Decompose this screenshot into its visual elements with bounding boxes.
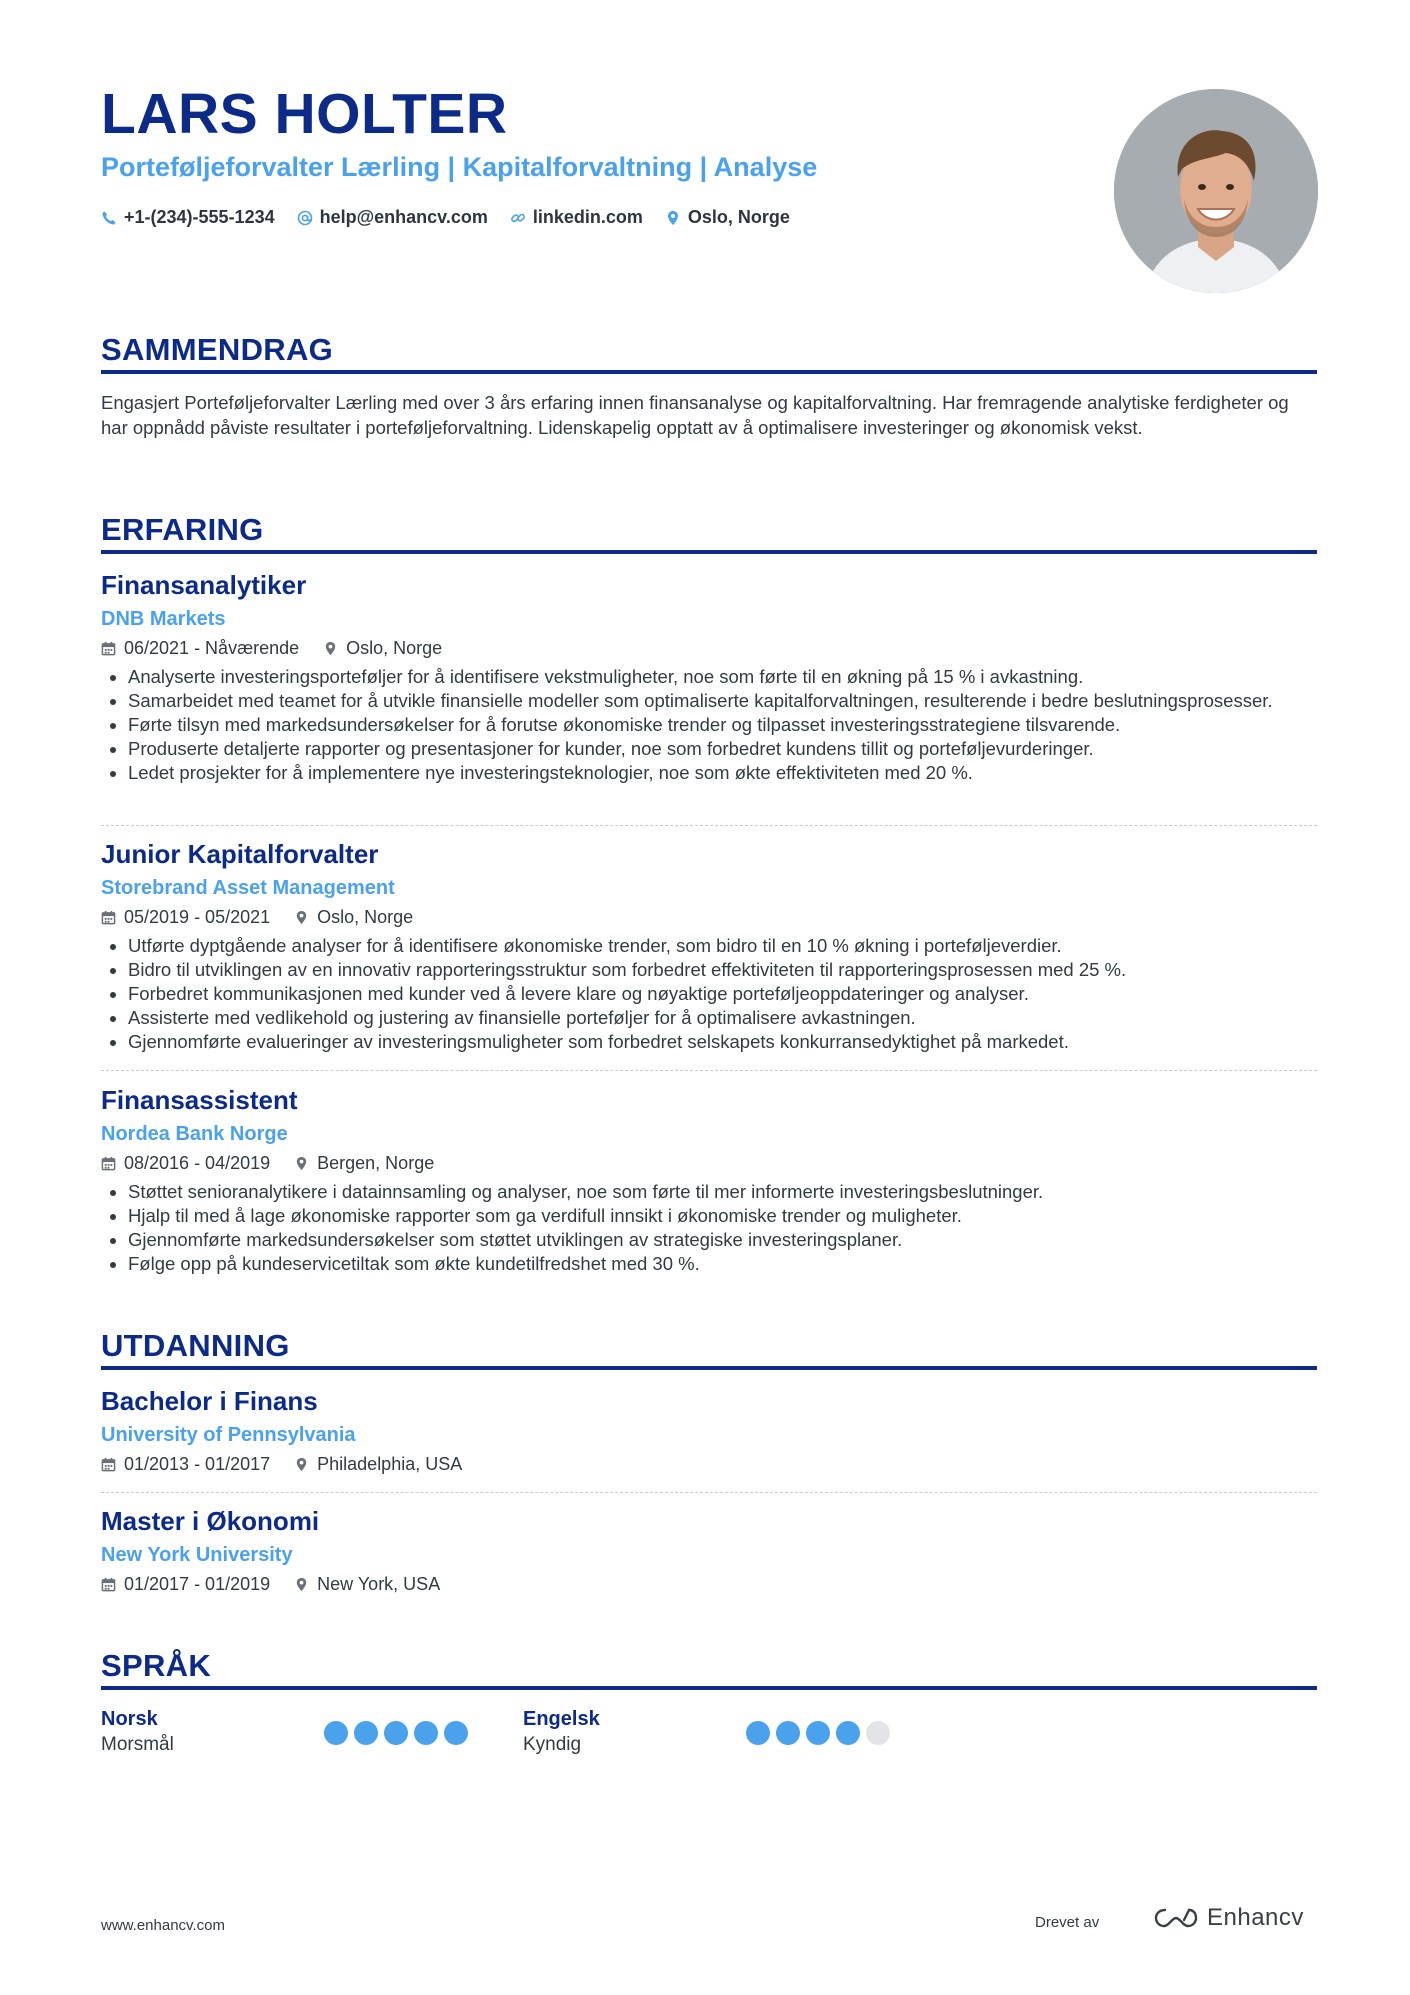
contact-phone-text: +1-(234)-555-1234: [124, 207, 275, 227]
experience-entry: [101, 572, 1317, 785]
education-dates: [101, 1575, 270, 1593]
candidate-subtitle: Porteføljeforvalter Lærling | Kapitalforvaltning | Analyse: [101, 152, 818, 182]
job-location-text: Oslo, Norge: [317, 907, 414, 927]
location-pin-icon: [294, 1457, 309, 1472]
footer-logo[interactable]: [1153, 1904, 1304, 1932]
bullet: • Bidro til utviklingen av en innovativ rapporteringsstruktur som forbedret effektiviteten til rapporteringsprosessen med 25 %.: [128, 958, 1317, 982]
at-icon: [297, 210, 313, 226]
bullet: • Ledet prosjekter for å implementere nye investeringsteknologier, noe som økte effektiviteten med 20 %.: [128, 761, 1317, 785]
language-level: Morsmål: [101, 1734, 174, 1755]
language-item: [523, 1709, 600, 1754]
entry-divider: [101, 825, 1317, 826]
bullet: • Assisterte med vedlikehold og justering av finansielle porteføljer for å optimalisere avkastningen.: [128, 1006, 1317, 1030]
location-pin-icon: [665, 210, 681, 226]
contact-email[interactable]: [297, 207, 488, 228]
job-dates-text: 05/2019 - 05/2021: [124, 907, 271, 927]
languages-title: SPRÅK: [101, 1648, 212, 1683]
job-location: [294, 908, 413, 926]
contact-linkedin-text: linkedin.com: [532, 207, 643, 227]
contact-location: [665, 207, 790, 228]
profile-photo: [1114, 89, 1318, 293]
calendar-icon: [101, 1156, 116, 1171]
rating-dot-filled: [746, 1721, 770, 1745]
bullet: • Gjennomførte evalueringer av investeringsmuligheter som forbedret selskapets konkurransedyktighet på markedet.: [128, 1030, 1317, 1054]
rating-dot-filled: [354, 1721, 378, 1745]
language-rating: [324, 1721, 468, 1745]
education-location-text: New York, USA: [317, 1574, 441, 1594]
rating-dot-filled: [444, 1721, 468, 1745]
footer-url[interactable]: www.enhancv.com: [101, 1917, 225, 1934]
job-meta: [101, 1154, 1317, 1172]
education-location: [294, 1575, 440, 1593]
phone-icon: [101, 210, 117, 226]
language-name: Norsk: [101, 1708, 158, 1730]
language-level: Kyndig: [523, 1734, 582, 1755]
bullet: • Analyserte investeringsporteføljer for å identifisere vekstmuligheter, noe som førte til en økning på 15 % i avkastning.: [128, 665, 1317, 689]
rating-dot-filled: [806, 1721, 830, 1745]
experience-entry: [101, 841, 1317, 1054]
company-name: DNB Markets: [101, 608, 226, 630]
rating-dot-filled: [384, 1721, 408, 1745]
location-pin-icon: [294, 1156, 309, 1171]
language-name: Engelsk: [523, 1708, 600, 1730]
job-dates-text: 06/2021 - Nåværende: [124, 638, 300, 658]
summary-text: Engasjert Porteføljeforvalter Lærling med over 3 års erfaring innen finansanalyse og kapitalforvaltning. Har fremragende analytiske ferdigheter og har oppnådd påviste resultater i porteføljeforvaltning. Lidenskapelig opptatt av å optimalisere investeringer og økonomisk vekst.: [101, 392, 1289, 438]
language-item: [101, 1709, 174, 1754]
bullet: • Følge opp på kundeservicetiltak som økte kundetilfredshet med 30 %.: [128, 1252, 1317, 1276]
job-bullets: [101, 1180, 1317, 1276]
contact-bar: [101, 207, 790, 228]
education-dates-text: 01/2013 - 01/2017: [124, 1454, 271, 1474]
contact-phone[interactable]: [101, 207, 275, 228]
school-name: New York University: [101, 1544, 293, 1566]
job-title: Finansanalytiker: [101, 570, 307, 600]
education-meta: [101, 1575, 1317, 1593]
job-location-text: Bergen, Norge: [317, 1153, 435, 1173]
entry-divider: [101, 1492, 1317, 1493]
location-pin-icon: [323, 641, 338, 656]
degree-title: Master i Økonomi: [101, 1506, 320, 1536]
location-pin-icon: [294, 1577, 309, 1592]
education-meta: [101, 1455, 1317, 1473]
bullet: • Hjalp til med å lage økonomiske rapporter som ga verdifull innsikt i økonomiske trender og muligheter.: [128, 1204, 1317, 1228]
experience-title: ERFARING: [101, 512, 264, 547]
bullet: • Samarbeidet med teamet for å utvikle finansielle modeller som optimaliserte kapitalforvaltningen, resulterende i bedre beslutningsprosesser.: [128, 689, 1317, 713]
entry-divider: [101, 1070, 1317, 1071]
summary-title: SAMMENDRAG: [101, 332, 334, 367]
education-location-text: Philadelphia, USA: [317, 1454, 463, 1474]
rating-dot-filled: [776, 1721, 800, 1745]
rating-dot-empty: [866, 1721, 890, 1745]
bullet: • Utførte dyptgående analyser for å identifisere økonomiske trender, som bidro til en 10 % økning i porteføljeverdier.: [128, 934, 1317, 958]
contact-email-text: help@enhancv.com: [319, 207, 488, 227]
job-title: Finansassistent: [101, 1085, 298, 1115]
job-meta: [101, 639, 1317, 657]
degree-title: Bachelor i Finans: [101, 1386, 318, 1416]
company-name: Nordea Bank Norge: [101, 1123, 288, 1145]
footer-powered-by: Drevet av: [1035, 1914, 1100, 1931]
calendar-icon: [101, 641, 116, 656]
calendar-icon: [101, 1457, 116, 1472]
contact-linkedin[interactable]: [510, 207, 643, 228]
education-rule: [101, 1366, 1317, 1370]
job-location-text: Oslo, Norge: [346, 638, 443, 658]
school-name: University of Pennsylvania: [101, 1424, 356, 1446]
rating-dot-filled: [414, 1721, 438, 1745]
experience-rule: [101, 550, 1317, 554]
education-entry: [101, 1508, 1317, 1593]
rating-dot-filled: [836, 1721, 860, 1745]
bullet: • Støttet senioranalytikere i datainnsamling og analyser, noe som førte til mer informerte investeringsbeslutninger.: [128, 1180, 1317, 1204]
job-meta: [101, 908, 1317, 926]
languages-rule: [101, 1686, 1317, 1690]
job-dates: [101, 639, 299, 657]
portrait-image: [1114, 89, 1318, 293]
link-icon: [510, 210, 526, 226]
education-location: [294, 1455, 462, 1473]
education-dates: [101, 1455, 270, 1473]
job-bullets: [101, 934, 1317, 1054]
bullet: • Forbedret kommunikasjonen med kunder ved å levere klare og nøyaktige porteføljeoppdateringer og analyser.: [128, 982, 1317, 1006]
rating-dot-filled: [324, 1721, 348, 1745]
education-title: UTDANNING: [101, 1328, 290, 1363]
calendar-icon: [101, 1577, 116, 1592]
job-bullets: [101, 665, 1317, 785]
job-location: [323, 639, 442, 657]
job-location: [294, 1154, 434, 1172]
experience-entry: [101, 1087, 1317, 1276]
candidate-name: LARS HOLTER: [101, 82, 508, 146]
bullet: • Gjennomførte markedsundersøkelser som støttet utviklingen av strategiske investeringsplaner.: [128, 1228, 1317, 1252]
calendar-icon: [101, 910, 116, 925]
education-entry: [101, 1388, 1317, 1473]
enhancv-logo-icon: [1153, 1906, 1199, 1930]
company-name: Storebrand Asset Management: [101, 877, 395, 899]
bullet: • Førte tilsyn med markedsundersøkelser for å forutse økonomiske trender og tilpasset investeringsstrategiene tilsvarende.: [128, 713, 1317, 737]
enhancv-brand-text: Enhancv: [1207, 1904, 1304, 1931]
job-title: Junior Kapitalforvalter: [101, 839, 379, 869]
bullet: • Produserte detaljerte rapporter og presentasjoner for kunder, noe som forbedret kundens tillit og porteføljevurderinger.: [128, 737, 1317, 761]
job-dates: [101, 1154, 270, 1172]
job-dates-text: 08/2016 - 04/2019: [124, 1153, 271, 1173]
job-dates: [101, 908, 270, 926]
education-dates-text: 01/2017 - 01/2019: [124, 1574, 271, 1594]
contact-location-text: Oslo, Norge: [687, 207, 790, 227]
summary-rule: [101, 370, 1317, 374]
location-pin-icon: [294, 910, 309, 925]
language-rating: [746, 1721, 890, 1745]
